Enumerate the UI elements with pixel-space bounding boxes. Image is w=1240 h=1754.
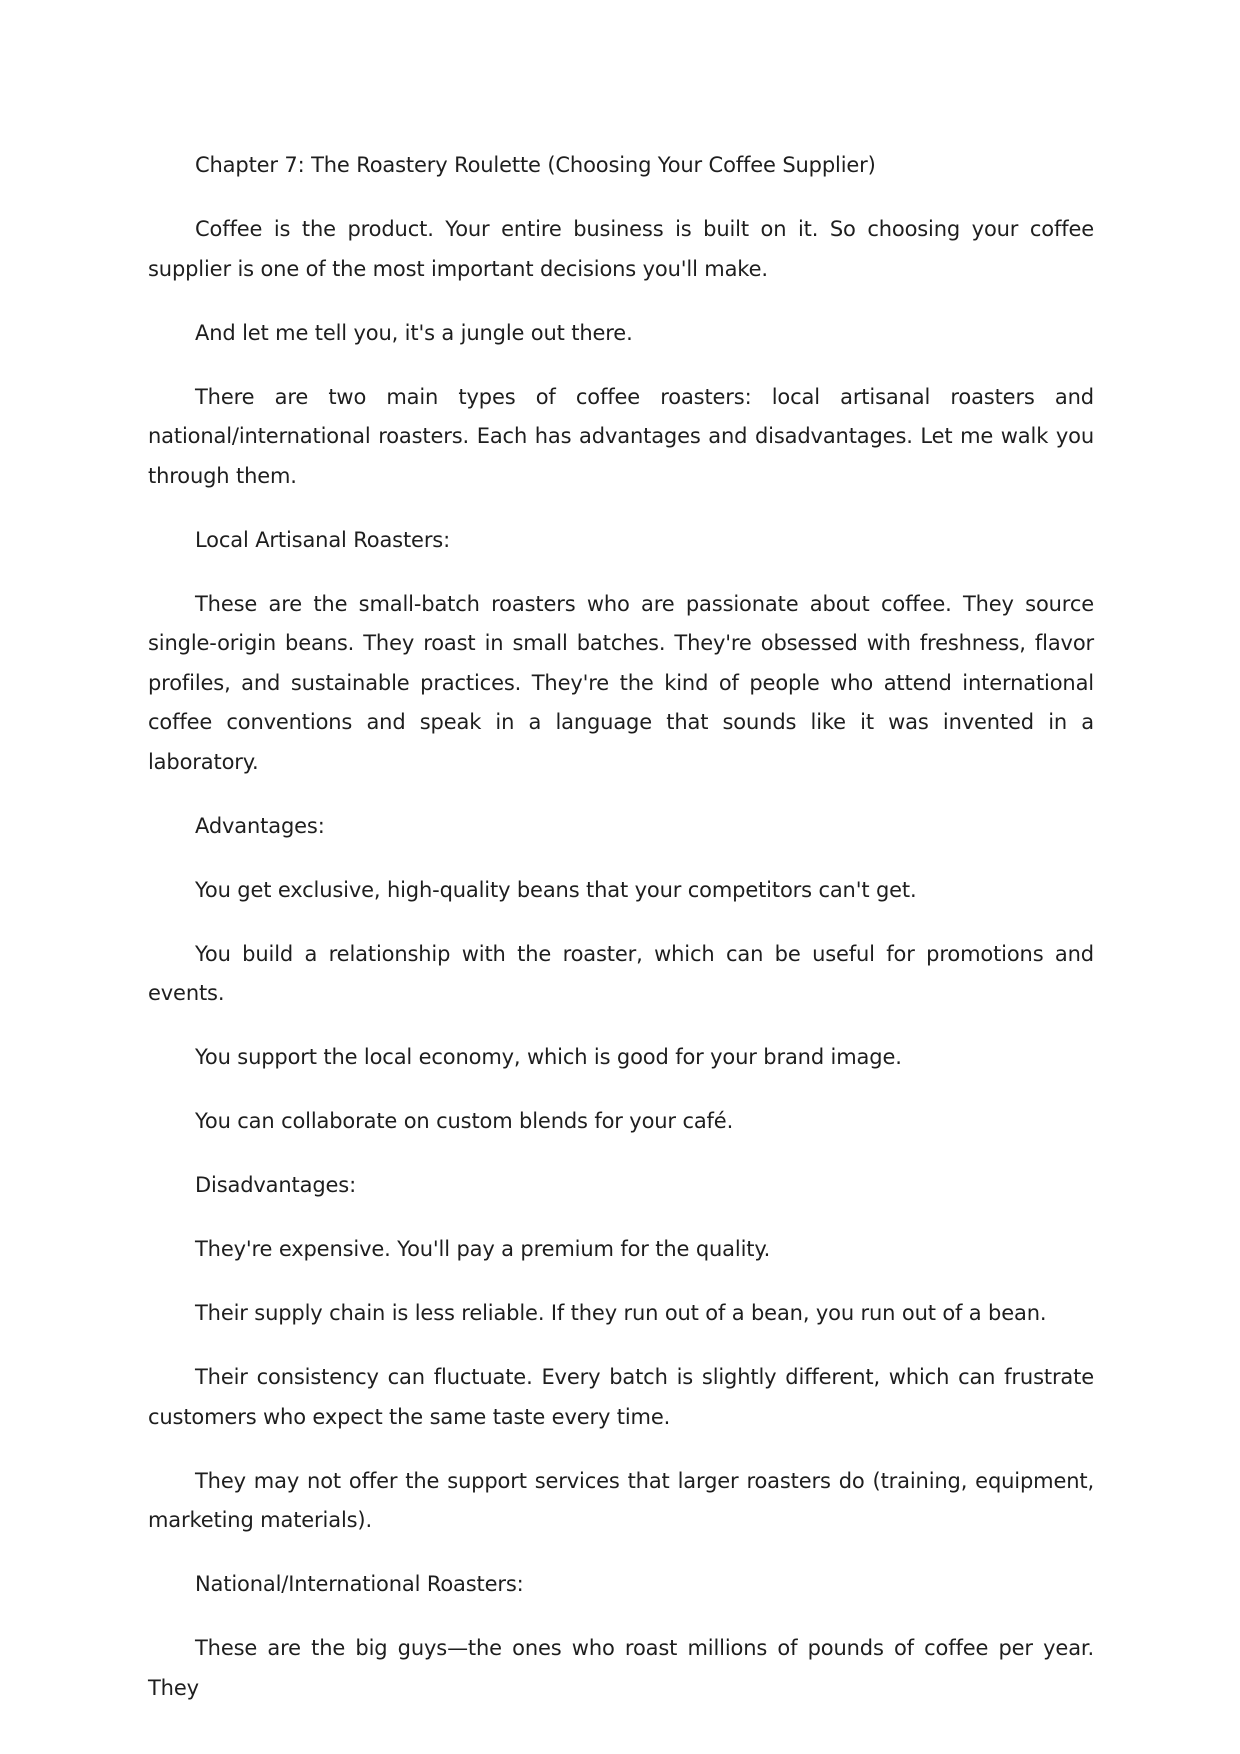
list-item: You can collaborate on custom blends for your café. (195, 1109, 734, 1133)
document-page (148, 146, 1094, 1733)
section-heading-national-roasters: National/International Roasters: (195, 1572, 524, 1596)
list-item: You build a relationship with the roaster, which can be useful for promotions and events. (148, 941, 1094, 1005)
list-item: They may not offer the support services that larger roasters do (training, equipment, marketing materials). (148, 1468, 1094, 1532)
paragraph: There are two main types of coffee roasters: local artisanal roasters and national/international roasters. Each has advantages and disadvantages. Let me walk you through them. (148, 384, 1094, 488)
chapter-heading: Chapter 7: The Roastery Roulette (Choosing Your Coffee Supplier) (195, 153, 876, 177)
list-item: You support the local economy, which is good for your brand image. (195, 1045, 902, 1069)
paragraph: These are the big guys—the ones who roast millions of pounds of coffee per year. They (148, 1636, 1094, 1700)
list-item: Their supply chain is less reliable. If they run out of a bean, you run out of a bean. (195, 1301, 1047, 1325)
paragraph: Coffee is the product. Your entire business is built on it. So choosing your coffee supplier is one of the most important decisions you'll make. (148, 217, 1094, 281)
section-heading-advantages: Advantages: (195, 813, 325, 838)
section-heading-disadvantages: Disadvantages: (195, 1173, 357, 1197)
paragraph: And let me tell you, it's a jungle out there. (195, 320, 633, 345)
list-item: They're expensive. You'll pay a premium for the quality. (195, 1237, 771, 1261)
list-item: Their consistency can fluctuate. Every batch is slightly different, which can frustrate customers who expect the same taste every time. (148, 1365, 1094, 1429)
list-item: You get exclusive, high-quality beans that your competitors can't get. (195, 877, 917, 902)
section-heading-local-roasters: Local Artisanal Roasters: (195, 527, 451, 552)
paragraph: These are the small-batch roasters who are passionate about coffee. They source single-origin beans. They roast in small batches. They're obsessed with freshness, flavor profiles, and sustainable practices. They're the kind of people who attend international coffee conventions and speak in a language that sounds like it was invented in a laboratory. (148, 591, 1094, 774)
